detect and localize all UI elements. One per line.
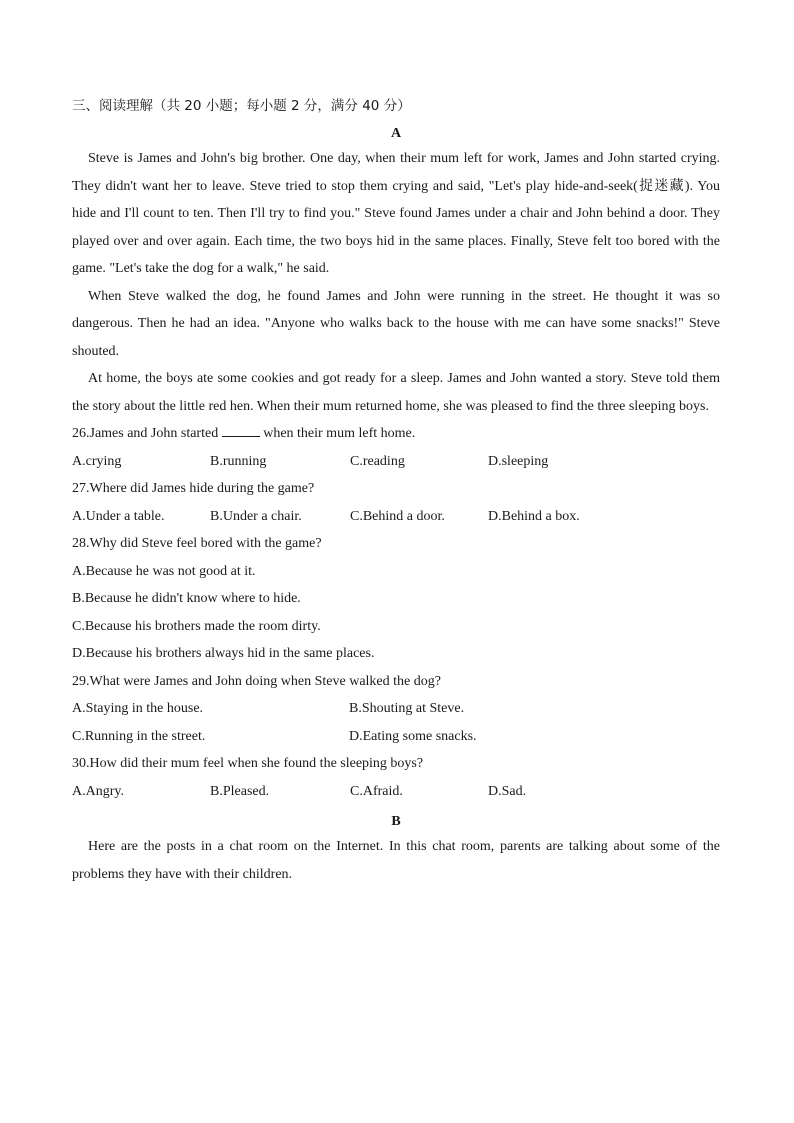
option-a: A.Because he was not good at it. [72,563,256,579]
option-b: B.running [210,453,267,469]
question-30-stem: 30.How did their mum feel when she found the sleeping boys? [72,756,424,771]
passage-a-letter: A [390,126,402,141]
passage-a-paragraph-3: At home, the boys ate some cookies and got ready for a sleep. James and John wanted a story. Steve told them the story about the little red hen. When their mum returned home, she was pleased to find the three sleeping boys. [72,371,720,414]
question-27-options [72,503,720,531]
option-b: B.Shouting at Steve. [349,701,465,716]
passage-a-paragraph-1: Steve is James and John's big brother. One day, when their mum left for work, James and John started crying. They didn't want her to leave. Steve tried to stop them crying and said, "Let's play hide-and-seek(捉迷藏). You hide and I'll count to ten. Then I'll try to find you." Steve found James under a chair and John behind a door. They played over and over again. Each time, the two boys hid in the same places. Finally, Steve felt too bored with the game. "Let's take the dog for a walk," he said. [72,151,720,276]
option-c: C.Because his brothers made the room dirty. [72,618,321,634]
option-b: B.Pleased. [210,783,270,799]
question-26-stem-start: 26.James and John started [72,426,222,441]
option-c: C.Afraid. [350,783,403,799]
option-d: D.Because his brothers always hid in the same places. [72,646,375,661]
option-d: D.Behind a box. [488,508,580,524]
option-b: B.Because he didn't know where to hide. [72,591,301,606]
question-29-stem: 29.What were James and John doing when Steve walked the dog? [72,673,441,689]
question-26-options [72,448,720,476]
option-d: D.sleeping [488,453,549,469]
question-28-stem: 28.Why did Steve feel bored with the game? [72,536,322,551]
option-a: A.Staying in the house. [72,701,204,716]
option-b: B.Under a chair. [210,508,302,524]
passage-b-paragraph-1: Here are the posts in a chat room on the Internet. In this chat room, parents are talking about some of the problems they have with their children. [72,839,720,882]
question-26-stem [72,420,720,448]
question-29-options [72,695,720,750]
question-27-stem: 27.Where did James hide during the game? [72,481,315,496]
passage-b-letter: B [391,814,401,829]
exam-page [72,95,720,888]
option-d: D.Eating some snacks. [349,728,477,744]
option-a: A.crying [72,453,122,469]
option-a: A.Under a table. [72,508,165,524]
section-title: 三、阅读理解（共 20 小题；每小题 2 分，满分 40 分） [72,98,411,114]
option-c: C.reading [350,453,405,469]
option-d: D.Sad. [488,783,527,799]
option-c: C.Running in the street. [72,728,206,744]
passage-a-paragraph-2: When Steve walked the dog, he found James and John were running in the street. He thought it was so dangerous. Then he had an idea. "Anyone who walks back to the house with me can have some snacks!" Steve shouted. [72,288,720,359]
question-30-options [72,778,720,806]
option-a: A.Angry. [72,783,124,799]
option-c: C.Behind a door. [350,508,445,524]
answer-blank [222,424,260,437]
question-26-stem-end: when their mum left home. [259,426,416,441]
